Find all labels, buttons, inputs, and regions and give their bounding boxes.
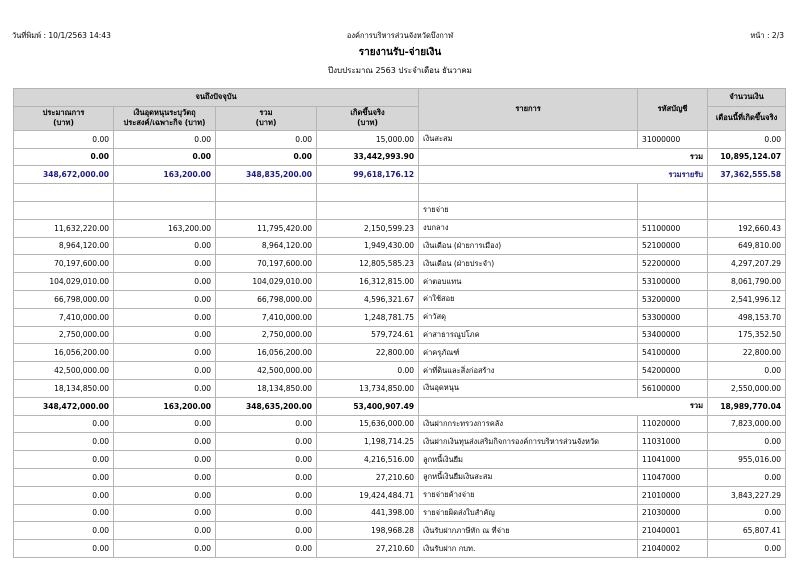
table-row [14,362,786,380]
account-code-cell: 54200000 [638,362,708,380]
estimate-cell: 0.00 [14,433,114,451]
total-cell: 66,798,000.00 [216,290,317,308]
month-amount-cell: 192,660.43 [708,219,786,237]
estimate-cell: 2,750,000.00 [14,326,114,344]
estimate-cell: 0.00 [14,451,114,469]
total-cell: 70,197,600.00 [216,255,317,273]
item-cell: รายจ่ายค้างจ่าย [419,486,638,504]
item-cell: เงินเดือน (ฝ่ายการเมือง) [419,237,638,255]
estimate-cell [14,184,114,202]
table-row [14,451,786,469]
item-cell: เงินฝากกระทรวงการคลัง [419,415,638,433]
estimate-cell: 18,134,850.00 [14,379,114,397]
estimate-cell: 0.00 [14,486,114,504]
subsidy-cell: 0.00 [114,504,216,522]
account-code-cell: 53100000 [638,273,708,291]
total-cell: 0.00 [216,486,317,504]
subsidy-cell: 0.00 [114,433,216,451]
total-cell: 0.00 [216,415,317,433]
table-row [14,255,786,273]
total-cell: 0.00 [216,130,317,148]
item-cell: ค่าที่ดินและสิ่งก่อสร้าง [419,362,638,380]
account-code-cell: 11041000 [638,451,708,469]
month-amount-cell: 18,989,770.04 [708,397,786,415]
table-row [14,237,786,255]
account-code-cell [638,184,708,202]
account-code-cell: 52100000 [638,237,708,255]
item-cell: ค่าสาธารณูปโภค [419,326,638,344]
month-amount-cell: 498,153.70 [708,308,786,326]
account-code-cell: 21010000 [638,486,708,504]
month-amount-cell: 0.00 [708,504,786,522]
total-cell: 11,795,420.00 [216,219,317,237]
month-amount-cell: 2,541,996.12 [708,290,786,308]
print-date: วันที่พิมพ์ : 10/1/2563 14:43 [12,31,111,40]
item-cell: ค่าวัสดุ [419,308,638,326]
summary-label-cell: รวมรายรับ [419,166,708,184]
subsidy-cell: 0.00 [114,415,216,433]
month-amount-cell: 8,061,790.00 [708,273,786,291]
month-amount-cell: 0.00 [708,130,786,148]
month-amount-cell: 4,297,207.29 [708,255,786,273]
table-row [14,415,786,433]
total-cell: 2,750,000.00 [216,326,317,344]
account-code-cell: 11031000 [638,433,708,451]
subsidy-cell: 0.00 [114,130,216,148]
subsidy-cell: 0.00 [114,522,216,540]
item-cell: ค่าครุภัณฑ์ [419,344,638,362]
subsidy-cell: 0.00 [114,540,216,558]
month-amount-cell: 2,550,000.00 [708,379,786,397]
estimate-cell: 0.00 [14,504,114,522]
header-item: รายการ [419,89,638,131]
estimate-cell: 0.00 [14,468,114,486]
account-code-cell: 53300000 [638,308,708,326]
total-cell: 348,635,200.00 [216,397,317,415]
item-cell: เงินฝากเงินทุนส่งเสริมกิจการองค์การบริหารส่วนจังหวัด [419,433,638,451]
table-row [14,397,786,415]
subsidy-cell: 0.00 [114,237,216,255]
month-amount-cell: 0.00 [708,362,786,380]
subsidy-cell [114,184,216,202]
total-cell: 18,134,850.00 [216,379,317,397]
total-cell: 8,964,120.00 [216,237,317,255]
table-row [14,504,786,522]
subsidy-cell: 163,200.00 [114,166,216,184]
month-amount-cell: 22,800.00 [708,344,786,362]
report-title: รายงานรับ-จ่ายเงิน [358,47,442,58]
table-row [14,290,786,308]
actual-cell: 4,596,321.67 [317,290,419,308]
account-code-cell: 11047000 [638,468,708,486]
actual-cell: 12,805,585.23 [317,255,419,273]
subsidy-cell: 0.00 [114,344,216,362]
item-cell: เงินรับฝากภาษีหัก ณ ที่จ่าย [419,522,638,540]
subsidy-cell: 0.00 [114,290,216,308]
table-row [14,219,786,237]
table-row [14,326,786,344]
actual-cell: 15,000.00 [317,130,419,148]
table-row [14,486,786,504]
table-row [14,148,786,166]
header-estimate: ประมาณการ (บาท) [14,106,114,130]
account-code-cell: 21040002 [638,540,708,558]
estimate-cell: 104,029,010.00 [14,273,114,291]
header-total: รวม (บาท) [216,106,317,130]
item-cell: ลูกหนี้เงินยืมเงินสะสม [419,468,638,486]
item-cell: เงินเดือน (ฝ่ายประจำ) [419,255,638,273]
month-amount-cell: 649,810.00 [708,237,786,255]
header-month-actual: เดือนนี้ที่เกิดขึ้นจริง [708,106,786,130]
actual-cell: 0.00 [317,362,419,380]
item-cell: เงินสะสม [419,130,638,148]
estimate-cell: 348,472,000.00 [14,397,114,415]
subsidy-cell: 0.00 [114,379,216,397]
total-cell: 104,029,010.00 [216,273,317,291]
header-subsidy: เงินอุดหนุนระบุวัตถุ ประสงค์/เฉพาะกิจ (บาท) [114,106,216,130]
actual-cell: 579,724.61 [317,326,419,344]
subsidy-cell: 0.00 [114,362,216,380]
actual-cell [317,184,419,202]
subsidy-cell: 0.00 [114,486,216,504]
account-code-cell: 21030000 [638,504,708,522]
actual-cell: 4,216,516.00 [317,451,419,469]
month-amount-cell: 10,895,124.07 [708,148,786,166]
item-cell: เงินอุดหนุน [419,379,638,397]
actual-cell: 27,210.60 [317,468,419,486]
actual-cell: 22,800.00 [317,344,419,362]
estimate-cell: 0.00 [14,130,114,148]
item-cell: งบกลาง [419,219,638,237]
actual-cell: 19,424,484.71 [317,486,419,504]
table-row [14,308,786,326]
page-number: หน้า : 2/3 [750,31,784,40]
summary-label-cell: รวม [419,148,708,166]
month-amount-cell: 7,823,000.00 [708,415,786,433]
actual-cell: 198,968.28 [317,522,419,540]
account-code-cell: 53400000 [638,326,708,344]
total-cell: 0.00 [216,148,317,166]
item-cell: ค่าตอบแทน [419,273,638,291]
month-amount-cell: 37,362,555.58 [708,166,786,184]
subsidy-cell: 163,200.00 [114,219,216,237]
actual-cell: 1,248,781.75 [317,308,419,326]
month-amount-cell: 175,352.50 [708,326,786,344]
estimate-cell: 8,964,120.00 [14,237,114,255]
subsidy-cell: 0.00 [114,468,216,486]
estimate-cell: 70,197,600.00 [14,255,114,273]
total-cell: 7,410,000.00 [216,308,317,326]
estimate-cell: 11,632,220.00 [14,219,114,237]
subsidy-cell: 0.00 [114,451,216,469]
actual-cell: 1,198,714.25 [317,433,419,451]
actual-cell [317,201,419,219]
account-code-cell: 56100000 [638,379,708,397]
subsidy-cell: 163,200.00 [114,397,216,415]
table-row [14,468,786,486]
estimate-cell: 348,672,000.00 [14,166,114,184]
account-code-cell: 51100000 [638,219,708,237]
account-code-cell [638,201,708,219]
item-cell [419,184,638,202]
report-subtitle: ปีงบประมาณ 2563 ประจำเดือน ธันวาคม [328,66,472,75]
subsidy-cell: 0.00 [114,308,216,326]
table-row [14,522,786,540]
actual-cell: 1,949,430.00 [317,237,419,255]
organization-name: องค์การบริหารส่วนจังหวัดบึงกาฬ [346,31,454,40]
estimate-cell: 0.00 [14,415,114,433]
income-expense-table [13,88,786,558]
header-amount: จำนวนเงิน [708,89,786,107]
table-row [14,344,786,362]
account-code-cell: 52200000 [638,255,708,273]
estimate-cell: 16,056,200.00 [14,344,114,362]
account-code-cell: 53200000 [638,290,708,308]
month-amount-cell [708,184,786,202]
account-code-cell: 21040001 [638,522,708,540]
actual-cell: 99,618,176.12 [317,166,419,184]
estimate-cell [14,201,114,219]
actual-cell: 27,210.60 [317,540,419,558]
item-cell: เงินรับฝาก กบท. [419,540,638,558]
total-cell [216,201,317,219]
estimate-cell: 0.00 [14,540,114,558]
estimate-cell: 0.00 [14,148,114,166]
actual-cell: 15,636,000.00 [317,415,419,433]
month-amount-cell [708,201,786,219]
account-code-cell: 54100000 [638,344,708,362]
actual-cell: 441,398.00 [317,504,419,522]
actual-cell: 2,150,599.23 [317,219,419,237]
actual-cell: 13,734,850.00 [317,379,419,397]
header-account-code: รหัสบัญชี [638,89,708,131]
table-row [14,184,786,202]
actual-cell: 53,400,907.49 [317,397,419,415]
total-cell: 42,500,000.00 [216,362,317,380]
actual-cell: 33,442,993.90 [317,148,419,166]
subsidy-cell: 0.00 [114,273,216,291]
table-row [14,379,786,397]
subsidy-cell: 0.00 [114,148,216,166]
subsidy-cell [114,201,216,219]
actual-cell: 16,312,815.00 [317,273,419,291]
report-header [0,0,800,44]
subsidy-cell: 0.00 [114,255,216,273]
item-cell: ค่าใช้สอย [419,290,638,308]
estimate-cell: 7,410,000.00 [14,308,114,326]
item-cell: ลูกหนี้เงินยืม [419,451,638,469]
month-amount-cell: 955,016.00 [708,451,786,469]
total-cell [216,184,317,202]
table-row [14,273,786,291]
subsidy-cell: 0.00 [114,326,216,344]
total-cell: 0.00 [216,451,317,469]
total-cell: 16,056,200.00 [216,344,317,362]
month-amount-cell: 0.00 [708,433,786,451]
month-amount-cell: 0.00 [708,540,786,558]
table-row [14,540,786,558]
account-code-cell: 11020000 [638,415,708,433]
total-cell: 0.00 [216,504,317,522]
table-row [14,433,786,451]
item-cell: รายจ่ายผิดส่งใบสำคัญ [419,504,638,522]
total-cell: 348,835,200.00 [216,166,317,184]
total-cell: 0.00 [216,522,317,540]
month-amount-cell: 3,843,227.29 [708,486,786,504]
item-cell: รายจ่าย [419,201,638,219]
table-row [14,201,786,219]
month-amount-cell: 65,807.41 [708,522,786,540]
estimate-cell: 66,798,000.00 [14,290,114,308]
table-row [14,130,786,148]
estimate-cell: 0.00 [14,522,114,540]
total-cell: 0.00 [216,433,317,451]
total-cell: 0.00 [216,468,317,486]
total-cell: 0.00 [216,540,317,558]
table-body [14,130,786,557]
header-to-date: จนถึงปัจจุบัน [14,89,419,107]
account-code-cell: 31000000 [638,130,708,148]
month-amount-cell: 0.00 [708,468,786,486]
estimate-cell: 42,500,000.00 [14,362,114,380]
summary-label-cell: รวม [419,397,708,415]
table-row [14,166,786,184]
header-actual: เกิดขึ้นจริง (บาท) [317,106,419,130]
